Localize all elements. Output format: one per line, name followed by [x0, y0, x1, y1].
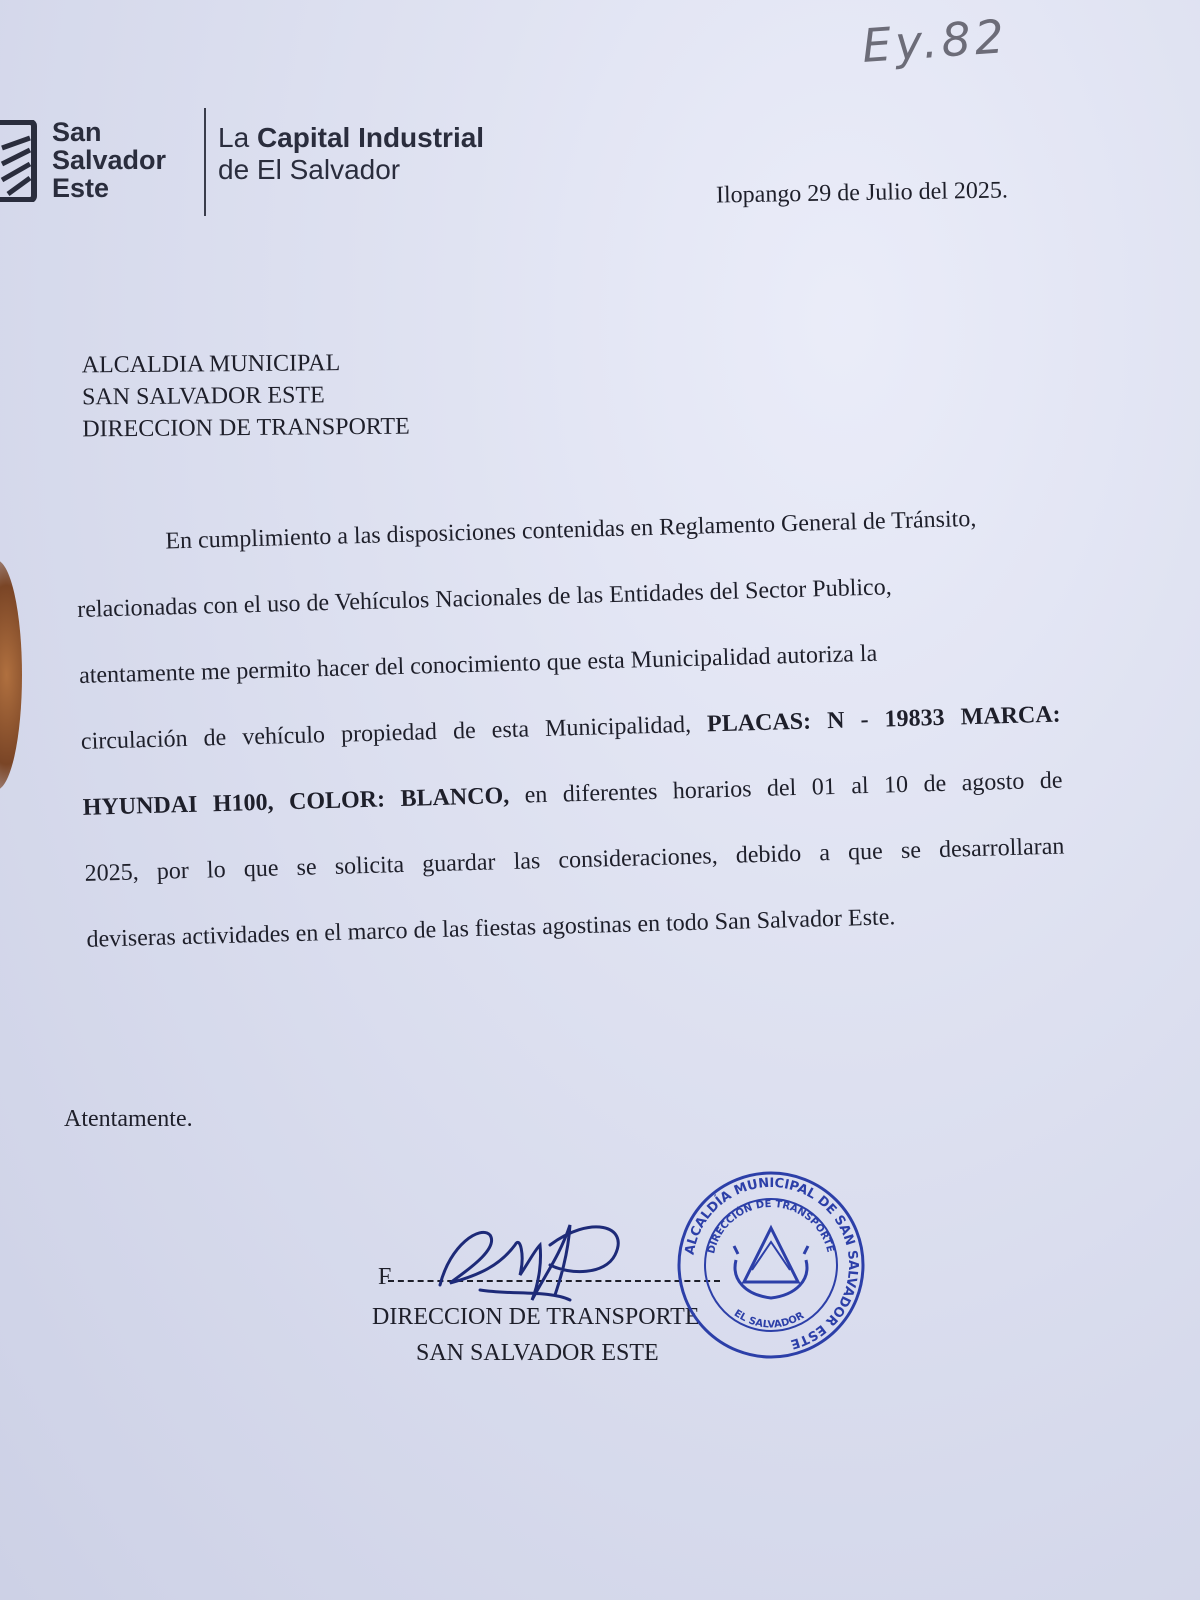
body-line-4-normal: circulación de vehículo propiedad de esta Municipalidad,	[80, 711, 708, 755]
logo-name	[52, 118, 166, 202]
letter-body	[75, 501, 1068, 990]
closing-text: Atentamente.	[64, 1106, 193, 1132]
recipient-line-2: SAN SALVADOR ESTE	[81, 382, 325, 411]
letter-date: Ilopango 29 de Julio del 2025.	[715, 177, 1009, 209]
vehicle-model-color: HYUNDAI H100, COLOR: BLANCO,	[82, 782, 510, 821]
recipient-line-1: ALCALDIA MUNICIPAL	[81, 350, 341, 379]
body-line-2: relacionadas con el uso de Vehículos Nacionales de las Entidades del Sector Publico,	[76, 574, 892, 623]
municipality-logo	[0, 108, 500, 218]
body-line-1: En cumplimiento a las disposiciones contenidas en Reglamento General de Tránsito,	[165, 505, 977, 555]
slogan-line-2: de El Salvador	[218, 154, 401, 185]
logo-name-line-2: Salvador	[52, 145, 167, 175]
logo-mark-icon	[0, 120, 40, 202]
recipient-block	[82, 347, 410, 446]
slogan-prefix: La	[218, 122, 257, 153]
signature-subtitle: SAN SALVADOR ESTE	[416, 1340, 659, 1366]
body-line-6: 2025, por lo que se solicita guardar las consideraciones, debido a que se desarrollaran	[84, 833, 1065, 887]
handwritten-signature	[420, 1205, 640, 1315]
logo-divider	[204, 108, 206, 216]
body-line-3: atentamente me permito hacer del conocimiento que esta Municipalidad autoriza la	[78, 640, 878, 689]
signature-title: DIRECCION DE TRANSPORTE	[372, 1304, 700, 1330]
svg-text:EL SALVADOR: EL SALVADOR	[731, 1308, 807, 1331]
signature-prefix: F	[378, 1264, 392, 1290]
logo-name-line-3: Este	[52, 173, 110, 203]
recipient-line-3: DIRECCION DE TRANSPORTE	[82, 413, 410, 443]
svg-text:DIRECCIÓN DE TRANSPORTE: DIRECCIÓN DE TRANSPORTE	[706, 1198, 836, 1255]
body-line-5-normal: en diferentes horarios del 01 al 10 de agosto de	[508, 767, 1063, 809]
official-seal-icon	[676, 1170, 866, 1360]
handwritten-note: Ey.82	[860, 8, 1010, 74]
vehicle-plate: PLACAS: N - 19833 MARCA:	[706, 701, 1061, 738]
slogan-bold: Capital Industrial	[256, 122, 485, 153]
svg-text:ALCALDÍA MUNICIPAL DE SAN SALV: ALCALDÍA MUNICIPAL DE SAN SALVADOR ESTE	[682, 1175, 861, 1352]
logo-name-line-1: San	[52, 117, 102, 147]
body-line-7: deviseras actividades en el marco de las fiestas agostinas en todo San Salvador Este.	[86, 904, 896, 953]
logo-slogan	[218, 122, 484, 186]
finger-shadow	[0, 560, 22, 790]
